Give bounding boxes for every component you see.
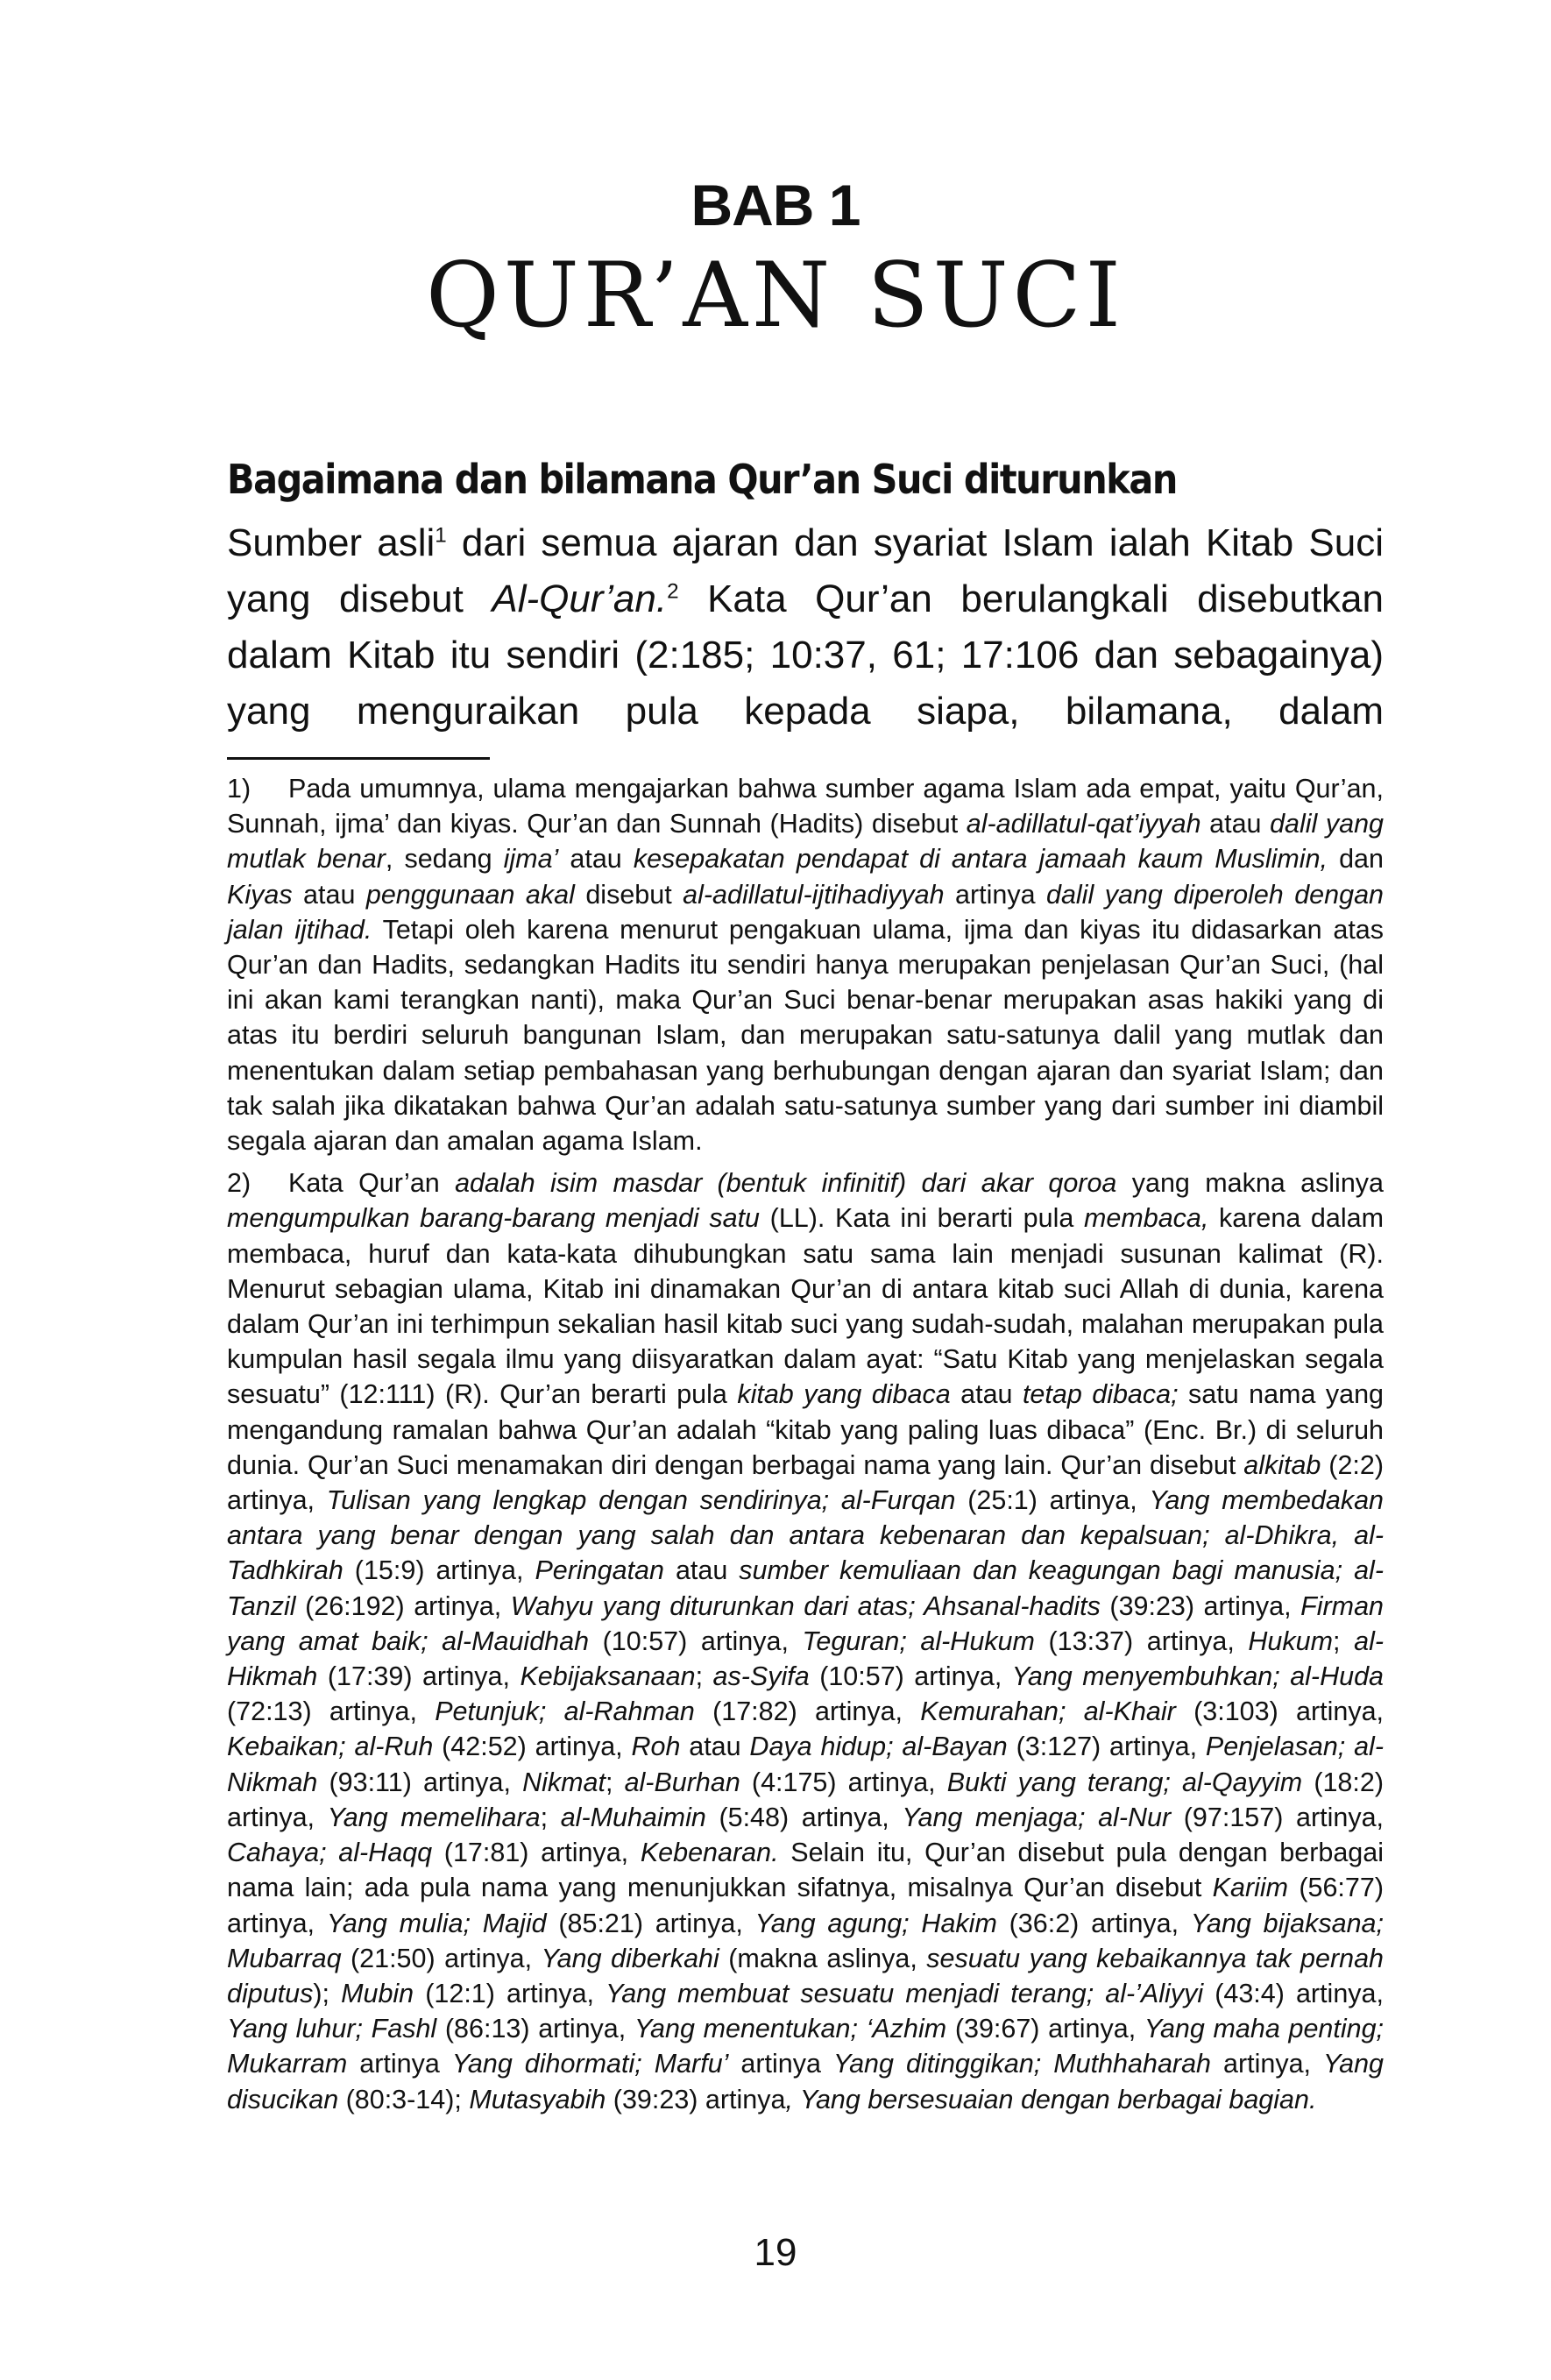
- footnote-italic-term: al-adillatul-qat’iyyah: [966, 809, 1201, 839]
- chapter-number: BAB 1: [691, 173, 860, 237]
- footnote-text: (2:2) artinya,: [227, 1449, 1385, 1516]
- footnote-italic-term: Nikmat: [522, 1767, 606, 1797]
- footnote-italic-term: Yang agung; Hakim: [754, 1908, 997, 1938]
- footnote-text: (15:9) artinya,: [343, 1555, 535, 1586]
- footnote-number: 2): [227, 1168, 251, 1199]
- footnote-text: (86:13) artinya,: [436, 2014, 634, 2044]
- footnote-text: (17:81) artinya,: [432, 1838, 641, 1868]
- footnote-ref-2: 2: [667, 579, 679, 604]
- footnote-text: (3:103) artinya,: [1175, 1696, 1385, 1727]
- footnote-italic-term: Yang maha penting; Mukarram: [227, 2014, 1385, 2079]
- page-number: 19: [754, 2231, 797, 2274]
- footnote-text: (10:57) artinya,: [809, 1661, 1012, 1692]
- footnote-italic-term: sesuatu yang kebaikannya tak pernah diputus: [227, 1943, 1384, 2008]
- footnote-italic-term: al-adillatul-ijtihadiyyah: [683, 879, 945, 910]
- footnote-text: atau: [1200, 809, 1271, 839]
- footnote-italic-term: Kiyas: [227, 879, 293, 910]
- footnote-italic-term: Yang dihormati; Marfu’: [451, 2049, 729, 2079]
- footnote-italic-term: Firman yang amat baik; al-Mauidhah: [227, 1590, 1385, 1656]
- footnote-italic-term: Yang disucikan: [227, 2049, 1384, 2114]
- footnote-text: Pada umumnya, ulama mengajarkan bahwa sumber agama Islam ada empat, yaitu Qur’an, Sunnah, ijma’ dan kiyas. Qur’an dan Sunnah (Hadits) disebut: [227, 774, 1384, 839]
- footnote-text: atau: [950, 1379, 1023, 1410]
- footnote-text: Kata Qur’an: [288, 1168, 456, 1199]
- footnote-text: Tetapi oleh karena menurut pengakuan ulama, ijma dan kiyas itu didasarkan atas Qur’an dan Hadits, sedangkan Hadits itu sendiri hanya merupakan penjelasan Qur’an Suci, (hal ini akan kami terangkan nanti), maka Qur’an Suci benar-benar merupakan asas hakiki yang di atas itu berdiri seluruh bangunan Islam, dan merupakan satu-satunya dalil yang mutlak dan menentukan dalam setiap pembahasan yang berhubungan dengan ajaran dan syariat Islam; dan tak salah jika dikatakan bahwa Qur’an adalah satu-satunya sumber yang dari sumber ini diambil segala ajaran dan amalan agama Islam.: [227, 914, 1385, 1157]
- footnote-text: dan: [1328, 844, 1384, 875]
- footnote-italic-term: Yang luhur; Fashl: [227, 2014, 437, 2044]
- footnote-text: (18:2) artinya,: [227, 1767, 1384, 1832]
- footnote-italic-term: Roh: [631, 1732, 681, 1762]
- footnote-text: atau: [680, 1732, 750, 1762]
- chapter-title: QUR’AN SUCI: [426, 244, 1125, 348]
- footnote-text: (makna aslinya,: [719, 1943, 927, 1973]
- footnote-text: satu nama yang mengandung ramalan bahwa Qur’an adalah “kitab yang paling luas dibaca” (Enc. Br.) di seluruh dunia. Qur’an Suci menamakan diri dengan berbagai nama yang lain. Qur’an disebut: [227, 1379, 1385, 1480]
- footnote-italic-term: al-Hikmah: [227, 1626, 1385, 1692]
- footnote-2: [227, 1165, 1384, 2116]
- footnote-italic-term: Yang diberkahi: [541, 1943, 719, 1973]
- footnote-text: ;: [540, 1802, 561, 1832]
- footnote-italic-term: Yang menentukan; ‘Azhim: [634, 2014, 947, 2044]
- footnote-text: ;: [605, 1767, 625, 1797]
- body-text-segment: Kata Qur’an berulangkali disebutkan dalam Kitab itu sendiri (2:185; 10:37, 61; 17:106 dan sebagainya) yang menguraikan pula kepada siapa, bilamana, dalam: [227, 577, 1384, 733]
- footnote-italic-term: ijma’: [503, 844, 559, 875]
- footnote-italic-term: Kemurahan; al-Khair: [920, 1696, 1176, 1727]
- footnote-text: (39:67) artinya,: [946, 2014, 1144, 2044]
- footnote-text: (13:37) artinya,: [1034, 1626, 1249, 1656]
- footnote-italic-term: sumber kemuliaan dan keagungan bagi manusia; al-Tanzil: [227, 1555, 1384, 1621]
- footnote-italic-term: Hukum: [1248, 1626, 1334, 1656]
- body-text-segment: dari semua ajaran dan syariat Islam ialah Kitab Suci yang disebut: [227, 521, 1384, 620]
- footnote-text: (39:23) artinya,: [1100, 1590, 1301, 1621]
- footnote-italic-term: dalil yang mutlak benar: [227, 809, 1384, 875]
- footnote-italic-term: Tulisan yang lengkap dengan sendirinya; al-Furqan: [326, 1485, 956, 1516]
- footnote-italic-term: alkitab: [1243, 1449, 1321, 1480]
- footnote-italic-term: penggunaan akal: [365, 879, 575, 910]
- footnote-italic-term: tetap dibaca;: [1022, 1379, 1179, 1410]
- footnote-italic-term: Yang membuat sesuatu menjadi terang; al-’Aliyyi: [606, 1978, 1204, 2008]
- footnote-italic-term: Cahaya; al-Haqq: [227, 1838, 433, 1868]
- footnote-text: Selain itu, Qur’an disebut pula dengan berbagai nama lain; ada pula nama yang menunjukkan sifatnya, misalnya Qur’an disebut: [227, 1838, 1385, 1903]
- footnote-text: (72:13) artinya,: [227, 1696, 436, 1727]
- footnote-italic-term: Petunjuk; al-Rahman: [435, 1696, 695, 1727]
- footnote-text: (97:157) artinya,: [1171, 1802, 1385, 1832]
- body-paragraph: [227, 515, 1384, 740]
- footnote-italic-term: Kebenaran.: [640, 1838, 779, 1868]
- footnote-italic-term: membaca,: [1083, 1203, 1209, 1234]
- footnote-text: (10:57) artinya,: [589, 1626, 803, 1656]
- section-heading: Bagaimana dan bilamana Qur’an Suci diturunkan: [227, 456, 1177, 503]
- footnote-text: ;: [1333, 1626, 1355, 1656]
- footnote-italic-term: , Yang bersesuaian dengan berbagai bagian.: [785, 2084, 1317, 2114]
- footnote-italic-term: al-Muhaimin: [560, 1802, 706, 1832]
- footnote-italic-term: adalah isim masdar (bentuk infinitif) dari akar qoroa: [455, 1168, 1117, 1199]
- footnote-italic-term: al-Burhan: [624, 1767, 740, 1797]
- footnote-text: (85:21) artinya,: [546, 1908, 755, 1938]
- footnote-number: 1): [227, 774, 251, 804]
- footnote-text: artinya: [728, 2049, 833, 2079]
- footnote-italic-term: Yang memelihara: [327, 1802, 541, 1832]
- footnote-text: atau: [558, 844, 634, 875]
- footnote-italic-term: Wahyu yang diturunkan dari atas; Ahsanal-hadits: [510, 1590, 1101, 1621]
- footnote-italic-term: Yang membedakan antara yang benar dengan yang salah dan antara kebenaran dan kepalsuan; al-Dhikra, al-Tadhkirah: [227, 1485, 1385, 1586]
- footnote-italic-term: Kebijaksanaan: [520, 1661, 696, 1692]
- footnote-italic-term: mengumpulkan barang-barang menjadi satu: [227, 1203, 761, 1234]
- footnote-italic-term: Penjelasan; al-Nikmah: [227, 1732, 1384, 1797]
- footnote-italic-term: Peringatan: [535, 1555, 664, 1586]
- footnote-text: (39:23) artinya: [606, 2084, 786, 2114]
- footnote-text: (26:192) artinya,: [295, 1590, 511, 1621]
- footnote-italic-term: Daya hidup; al-Bayan: [749, 1732, 1008, 1762]
- footnote-text: artinya: [944, 879, 1046, 910]
- footnote-divider: [227, 757, 490, 760]
- footnote-text: atau: [663, 1555, 740, 1586]
- body-italic-term: Al-Qur’an.: [492, 577, 668, 620]
- footnote-italic-term: Yang bijaksana; Mubarraq: [227, 1908, 1384, 1973]
- footnote-italic-term: Teguran; al-Hukum: [802, 1626, 1035, 1656]
- footnote-italic-term: dalil yang diperoleh dengan jalan ijtihad.: [227, 879, 1384, 945]
- footnote-text: (17:39) artinya,: [317, 1661, 521, 1692]
- footnote-italic-term: Yang menyembuhkan; al-Huda: [1011, 1661, 1385, 1692]
- footnote-text: (LL). Kata ini berarti pula: [760, 1203, 1084, 1234]
- footnote-text: (17:82) artinya,: [694, 1696, 921, 1727]
- footnote-text: atau: [292, 879, 366, 910]
- footnote-text: (80:3-14);: [338, 2084, 470, 2114]
- footnotes: [227, 771, 1384, 2124]
- footnote-italic-term: Kebaikan; al-Ruh: [227, 1732, 434, 1762]
- footnote-italic-term: Kariim: [1212, 1873, 1289, 1903]
- footnote-text: ;: [695, 1661, 713, 1692]
- footnote-ref-1: 1: [435, 523, 447, 548]
- footnote-text: (4:175) artinya,: [740, 1767, 947, 1797]
- footnote-italic-term: Yang ditinggikan; Muthhaharah: [832, 2049, 1211, 2079]
- footnote-text: (3:127) artinya,: [1007, 1732, 1206, 1762]
- footnote-text: (43:4) artinya,: [1203, 1978, 1384, 2008]
- footnote-italic-term: kesepakatan pendapat di antara jamaah kaum Muslimin,: [633, 844, 1328, 875]
- footnote-text: (21:50) artinya,: [341, 1943, 542, 1973]
- footnote-italic-term: Bukti yang terang; al-Qayyim: [946, 1767, 1303, 1797]
- footnote-1: [227, 771, 1384, 1158]
- footnote-italic-term: as-Syifa: [712, 1661, 810, 1692]
- footnote-italic-term: kitab yang dibaca: [737, 1379, 951, 1410]
- footnote-italic-term: Yang menjaga; al-Nur: [902, 1802, 1172, 1832]
- footnote-italic-term: Mutasyabih: [469, 2084, 606, 2114]
- footnote-text: (93:11) artinya,: [317, 1767, 523, 1797]
- footnote-text: artinya: [347, 2049, 452, 2079]
- footnote-text: artinya,: [1211, 2049, 1324, 2079]
- footnote-text: (56:77) artinya,: [227, 1873, 1384, 1938]
- footnote-text: (25:1) artinya,: [955, 1485, 1150, 1516]
- footnote-italic-term: Mubin: [341, 1978, 414, 2008]
- footnote-text: , sedang: [385, 844, 504, 875]
- footnote-text: karena dalam membaca, huruf dan kata-kata dihubungkan satu sama lain menjadi susunan kalimat (R). Menurut sebagian ulama, Kitab ini dinamakan Qur’an di antara kitab suci Allah di dunia, karena dalam Qur’an ini terhimpun sekalian hasil kitab suci yang sudah-sudah, malahan merupakan pula kumpulan hasil segala ilmu yang diisyaratkan dalam ayat: “Satu Kitab yang menjelaskan segala sesuatu” (12:111) (R). Qur’an berarti pula: [227, 1203, 1384, 1410]
- footnote-italic-term: Yang mulia; Majid: [326, 1908, 547, 1938]
- footnote-text: yang makna aslinya: [1116, 1168, 1385, 1199]
- footnote-text: (36:2) artinya,: [996, 1908, 1191, 1938]
- footnote-text: (12:1) artinya,: [414, 1978, 606, 2008]
- footnote-text: (42:52) artinya,: [433, 1732, 632, 1762]
- footnote-text: disebut: [574, 879, 683, 910]
- footnote-text: (5:48) artinya,: [705, 1802, 903, 1832]
- footnote-text: );: [313, 1978, 342, 2008]
- body-text-segment: Sumber asli: [227, 521, 436, 564]
